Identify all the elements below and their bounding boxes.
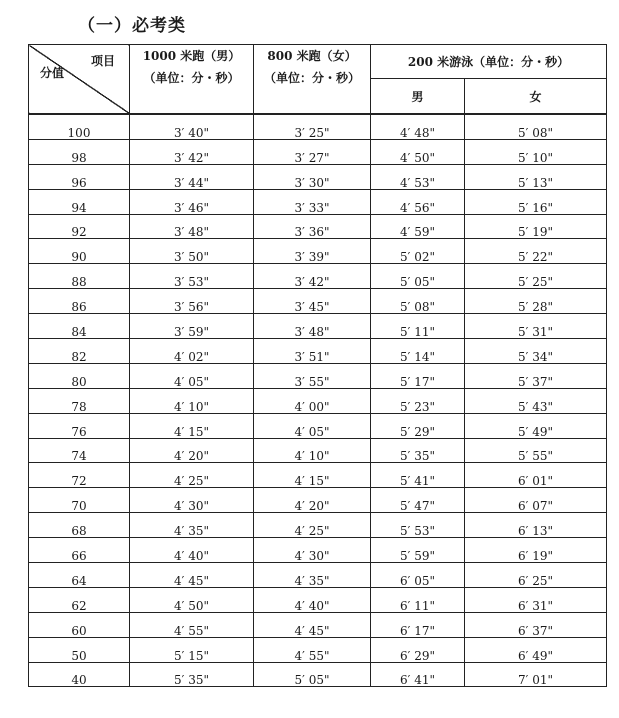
cell-run800: 3′ 30" <box>254 164 371 189</box>
section-title: （一）必考类 <box>78 16 186 36</box>
cell-run800: 4′ 35" <box>254 563 371 588</box>
cell-score: 60 <box>29 612 130 637</box>
cell-swim-m: 5′ 47" <box>371 488 465 513</box>
cell-swim-f: 6′ 01" <box>465 463 607 488</box>
cell-score: 78 <box>29 388 130 413</box>
table-row <box>29 612 607 637</box>
cell-run1000: 4′ 05" <box>130 363 254 388</box>
run800-header-line2: （单位：分・秒） <box>263 71 360 85</box>
cell-swim-f: 5′ 25" <box>465 264 607 289</box>
cell-swim-m: 5′ 08" <box>371 289 465 314</box>
cell-score: 84 <box>29 314 130 339</box>
cell-run1000: 4′ 10" <box>130 388 254 413</box>
cell-run800: 4′ 25" <box>254 513 371 538</box>
table-row <box>29 438 607 463</box>
cell-run800: 3′ 55" <box>254 363 371 388</box>
cell-score: 98 <box>29 139 130 164</box>
cell-run800: 4′ 20" <box>254 488 371 513</box>
cell-score: 72 <box>29 463 130 488</box>
cell-run800: 3′ 33" <box>254 189 371 214</box>
cell-run800: 3′ 25" <box>254 114 371 139</box>
cell-swim-f: 5′ 34" <box>465 339 607 364</box>
cell-run800: 4′ 55" <box>254 637 371 662</box>
cell-score: 40 <box>29 662 130 687</box>
table-row <box>29 488 607 513</box>
cell-swim-f: 7′ 01" <box>465 662 607 687</box>
cell-score: 68 <box>29 513 130 538</box>
cell-swim-m: 5′ 53" <box>371 513 465 538</box>
cell-swim-f: 6′ 37" <box>465 612 607 637</box>
cell-swim-m: 6′ 17" <box>371 612 465 637</box>
table-row <box>29 214 607 239</box>
table-row <box>29 513 607 538</box>
cell-score: 86 <box>29 289 130 314</box>
cell-swim-m: 5′ 23" <box>371 388 465 413</box>
cell-run1000: 3′ 53" <box>130 264 254 289</box>
run800-header-line1: 800 米跑（女） <box>267 49 357 63</box>
cell-run1000: 3′ 59" <box>130 314 254 339</box>
cell-run800: 4′ 40" <box>254 587 371 612</box>
cell-swim-f: 5′ 28" <box>465 289 607 314</box>
cell-run1000: 4′ 50" <box>130 587 254 612</box>
cell-run1000: 4′ 20" <box>130 438 254 463</box>
cell-swim-m: 6′ 11" <box>371 587 465 612</box>
cell-run1000: 5′ 35" <box>130 662 254 687</box>
table-row <box>29 413 607 438</box>
cell-run800: 4′ 00" <box>254 388 371 413</box>
cell-run1000: 4′ 30" <box>130 488 254 513</box>
cell-swim-m: 4′ 53" <box>371 164 465 189</box>
cell-score: 50 <box>29 637 130 662</box>
cell-run1000: 3′ 42" <box>130 139 254 164</box>
cell-run800: 4′ 05" <box>254 413 371 438</box>
cell-swim-f: 5′ 19" <box>465 214 607 239</box>
cell-swim-f: 5′ 16" <box>465 189 607 214</box>
cell-score: 96 <box>29 164 130 189</box>
cell-swim-f: 6′ 07" <box>465 488 607 513</box>
cell-swim-f: 6′ 13" <box>465 513 607 538</box>
cell-run800: 4′ 10" <box>254 438 371 463</box>
cell-swim-m: 6′ 29" <box>371 637 465 662</box>
cell-score: 88 <box>29 264 130 289</box>
cell-score: 74 <box>29 438 130 463</box>
cell-run800: 3′ 45" <box>254 289 371 314</box>
cell-swim-f: 5′ 37" <box>465 363 607 388</box>
cell-run800: 4′ 15" <box>254 463 371 488</box>
run800-header <box>254 45 371 115</box>
cell-swim-f: 6′ 31" <box>465 587 607 612</box>
cell-run800: 3′ 27" <box>254 139 371 164</box>
cell-swim-m: 6′ 41" <box>371 662 465 687</box>
cell-swim-m: 4′ 48" <box>371 114 465 139</box>
cell-score: 70 <box>29 488 130 513</box>
cell-score: 64 <box>29 563 130 588</box>
cell-swim-m: 4′ 50" <box>371 139 465 164</box>
cell-swim-m: 5′ 41" <box>371 463 465 488</box>
cell-run800: 3′ 36" <box>254 214 371 239</box>
cell-run1000: 4′ 35" <box>130 513 254 538</box>
cell-score: 62 <box>29 587 130 612</box>
score-table-body <box>29 114 607 687</box>
run1000-header-line2: （单位：分・秒） <box>143 71 240 85</box>
cell-swim-m: 4′ 59" <box>371 214 465 239</box>
cell-run1000: 3′ 50" <box>130 239 254 264</box>
table-row <box>29 239 607 264</box>
cell-swim-f: 6′ 25" <box>465 563 607 588</box>
table-row <box>29 189 607 214</box>
cell-run1000: 3′ 56" <box>130 289 254 314</box>
cell-swim-f: 5′ 49" <box>465 413 607 438</box>
table-row <box>29 314 607 339</box>
cell-swim-m: 5′ 02" <box>371 239 465 264</box>
cell-swim-m: 5′ 59" <box>371 538 465 563</box>
table-row <box>29 463 607 488</box>
table-row <box>29 264 607 289</box>
score-label: 分值 <box>40 66 65 80</box>
cell-swim-m: 5′ 11" <box>371 314 465 339</box>
cell-swim-m: 5′ 35" <box>371 438 465 463</box>
cell-run800: 3′ 51" <box>254 339 371 364</box>
table-row <box>29 662 607 687</box>
table-row <box>29 637 607 662</box>
cell-score: 100 <box>29 114 130 139</box>
cell-run1000: 5′ 15" <box>130 637 254 662</box>
table-row <box>29 538 607 563</box>
table-row <box>29 363 607 388</box>
cell-run1000: 3′ 46" <box>130 189 254 214</box>
cell-score: 80 <box>29 363 130 388</box>
cell-run1000: 3′ 48" <box>130 214 254 239</box>
cell-swim-f: 5′ 55" <box>465 438 607 463</box>
cell-score: 94 <box>29 189 130 214</box>
cell-swim-m: 5′ 29" <box>371 413 465 438</box>
table-row <box>29 114 607 139</box>
swim-header: 200 米游泳（单位：分・秒） <box>371 45 607 79</box>
cell-swim-m: 5′ 17" <box>371 363 465 388</box>
score-table <box>28 44 607 687</box>
cell-swim-f: 5′ 22" <box>465 239 607 264</box>
table-row <box>29 388 607 413</box>
cell-run1000: 4′ 45" <box>130 563 254 588</box>
cell-run1000: 4′ 02" <box>130 339 254 364</box>
item-label: 项目 <box>90 54 115 68</box>
cell-run1000: 4′ 25" <box>130 463 254 488</box>
table-row <box>29 289 607 314</box>
cell-score: 82 <box>29 339 130 364</box>
cell-run800: 3′ 39" <box>254 239 371 264</box>
table-row <box>29 164 607 189</box>
table-row <box>29 563 607 588</box>
cell-run1000: 4′ 15" <box>130 413 254 438</box>
table-row <box>29 139 607 164</box>
cell-run800: 4′ 45" <box>254 612 371 637</box>
cell-score: 90 <box>29 239 130 264</box>
swim-female-header: 女 <box>465 79 607 114</box>
cell-run800: 3′ 48" <box>254 314 371 339</box>
cell-swim-m: 6′ 05" <box>371 563 465 588</box>
cell-swim-f: 5′ 10" <box>465 139 607 164</box>
cell-run800: 5′ 05" <box>254 662 371 687</box>
cell-run1000: 3′ 40" <box>130 114 254 139</box>
cell-swim-f: 5′ 43" <box>465 388 607 413</box>
cell-swim-m: 4′ 56" <box>371 189 465 214</box>
cell-swim-f: 6′ 49" <box>465 637 607 662</box>
cell-score: 66 <box>29 538 130 563</box>
cell-swim-f: 5′ 08" <box>465 114 607 139</box>
run1000-header-line1: 1000 米跑（男） <box>142 49 241 63</box>
cell-swim-f: 6′ 19" <box>465 538 607 563</box>
table-row <box>29 339 607 364</box>
cell-swim-f: 5′ 13" <box>465 164 607 189</box>
table-row <box>29 587 607 612</box>
cell-swim-m: 5′ 05" <box>371 264 465 289</box>
cell-score: 92 <box>29 214 130 239</box>
run1000-header <box>130 45 254 115</box>
swim-male-header: 男 <box>371 79 465 114</box>
cell-run800: 4′ 30" <box>254 538 371 563</box>
cell-run1000: 3′ 44" <box>130 164 254 189</box>
cell-swim-m: 5′ 14" <box>371 339 465 364</box>
cell-run1000: 4′ 55" <box>130 612 254 637</box>
diagonal-header-cell <box>29 45 130 115</box>
cell-score: 76 <box>29 413 130 438</box>
cell-run1000: 4′ 40" <box>130 538 254 563</box>
cell-run800: 3′ 42" <box>254 264 371 289</box>
cell-swim-f: 5′ 31" <box>465 314 607 339</box>
